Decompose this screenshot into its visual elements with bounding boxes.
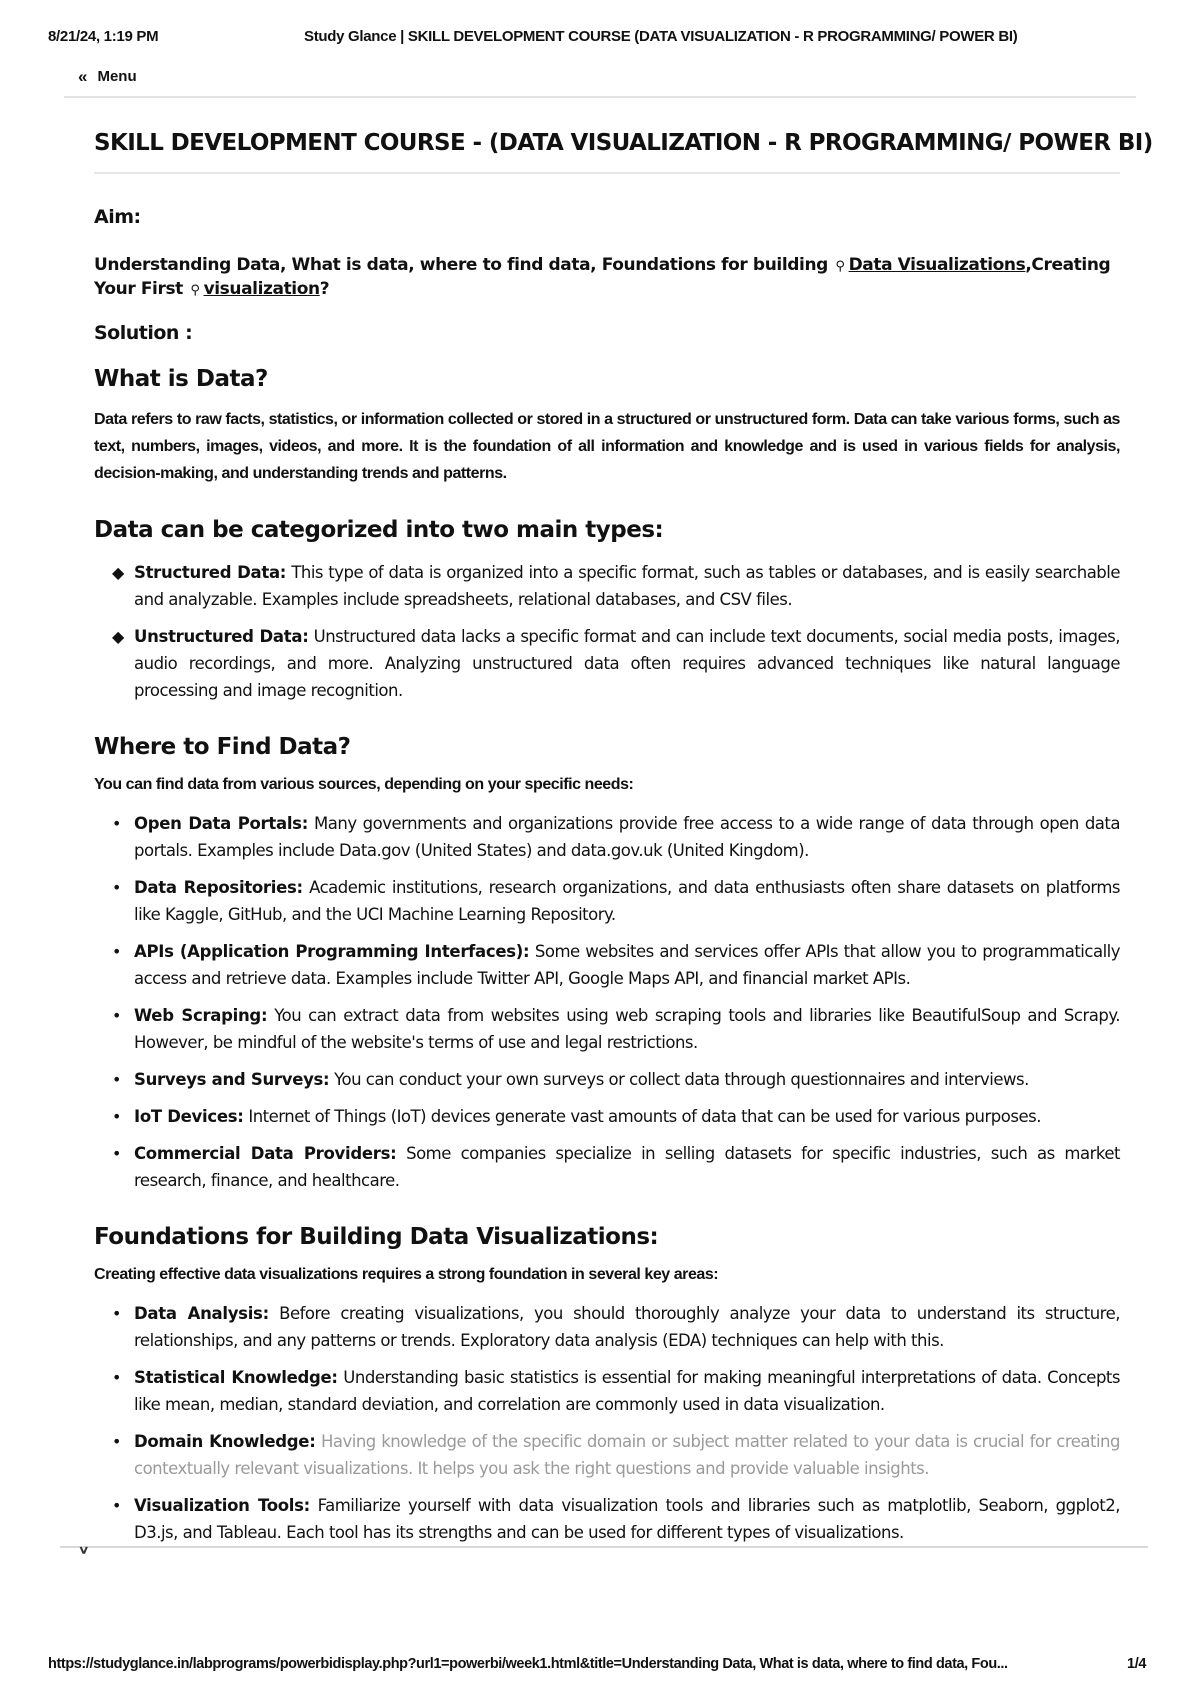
- list-item-term: Domain Knowledge:: [134, 1432, 316, 1451]
- list-item-text: Some companies specialize in selling datasets for specific industries, such as market research, finance, and healthcare.: [134, 1144, 1120, 1190]
- list-item-text: Academic institutions, research organizations, and data enthusiasts often share datasets on platforms like Kaggle, GitHub, and the UCI Machine Learning Repository.: [134, 878, 1120, 924]
- list-item-term: IoT Devices:: [134, 1107, 244, 1126]
- bullet-icon: •: [112, 1144, 121, 1163]
- list-item-text: You can extract data from websites using web scraping tools and libraries like BeautifulSoup and Scrapy. However, be mindful of the website's terms of use and legal restrictions.: [134, 1006, 1120, 1052]
- list-item: [94, 1300, 1120, 1354]
- list-item-text: Having knowledge of the specific domain or subject matter related to your data is crucial for creating contextually relevant visualizations. It helps you ask the right questions and provide valuable insights.: [134, 1432, 1120, 1478]
- list-item-term: Data Analysis:: [134, 1304, 269, 1323]
- page-title: SKILL DEVELOPMENT COURSE - (DATA VISUALIZATION - R PROGRAMMING/ POWER BI): [94, 130, 1120, 174]
- sources-list: [94, 810, 1120, 1194]
- foundations-heading: Foundations for Building Data Visualizations:: [94, 1224, 659, 1250]
- list-item-text: Many governments and organizations provide free access to a wide range of data through open data portals. Examples include Data.gov (United States) and data.gov.uk (United Kingdom).: [134, 814, 1120, 860]
- bullet-icon: •: [112, 1496, 121, 1515]
- list-item: [94, 623, 1120, 704]
- list-item-term: Commercial Data Providers:: [134, 1144, 397, 1163]
- bullet-icon: •: [112, 1304, 121, 1323]
- list-item: [94, 874, 1120, 928]
- categories-list: [94, 559, 1120, 704]
- list-item-term: Web Scraping:: [134, 1006, 268, 1025]
- bullet-icon: ◆: [112, 627, 124, 646]
- data-visualizations-link[interactable]: Data Visualizations: [848, 255, 1026, 275]
- where-to-find-intro: You can find data from various sources, depending on your specific needs:: [94, 776, 634, 793]
- aim-label: Aim:: [94, 206, 141, 228]
- list-item-term: Visualization Tools:: [134, 1496, 310, 1515]
- list-item-text: Before creating visualizations, you should thoroughly analyze your data to understand its structure, relationships, and any patterns or trends. Exploratory data analysis (EDA) techniques can help with this.: [134, 1304, 1120, 1350]
- list-item: [94, 1140, 1120, 1194]
- page-number: 1/4: [1127, 1656, 1146, 1672]
- list-item-term: Open Data Portals:: [134, 814, 308, 833]
- foundations-intro: Creating effective data visualizations requires a strong foundation in several key areas:: [94, 1266, 719, 1283]
- list-item: [94, 559, 1120, 613]
- foundations-list: [94, 1300, 1120, 1546]
- list-item-text: Some websites and services offer APIs that allow you to programmatically access and retrieve data. Examples include Twitter API, Google Maps API, and financial market APIs.: [134, 942, 1120, 988]
- aim-text-part: ,Creating Your First: [94, 255, 1111, 299]
- aim-text: [94, 254, 1120, 302]
- print-footer: [48, 1656, 1152, 1676]
- list-item-text: You can conduct your own surveys or collect data through questionnaires and interviews.: [329, 1070, 1029, 1089]
- visualization-link[interactable]: visualization: [203, 279, 320, 299]
- list-item-text: Internet of Things (IoT) devices generate vast amounts of data that can be used for various purposes.: [243, 1107, 1041, 1126]
- print-date: 8/21/24, 1:19 PM: [48, 28, 159, 45]
- solution-label: Solution :: [94, 322, 193, 344]
- list-item: [94, 810, 1120, 864]
- bullet-icon: •: [112, 814, 121, 833]
- bullet-icon: •: [112, 1070, 121, 1089]
- bullet-icon: •: [112, 1107, 121, 1126]
- list-item: [94, 1492, 1120, 1546]
- aim-text-part: ?: [319, 279, 330, 299]
- list-item-term: Surveys and Surveys:: [134, 1070, 330, 1089]
- list-item-text: Familiarize yourself with data visualization tools and libraries such as matplotlib, Seaborn, ggplot2, D3.js, and Tableau. Each tool has its strengths and can be used for different types of visualizations.: [134, 1496, 1120, 1542]
- bullet-icon: •: [112, 878, 121, 897]
- print-url: https://studyglance.in/labprograms/powerbidisplay.php?url1=powerbi/week1.html&title=Understanding Data, What is data, where to find data, Fou...: [48, 1656, 1008, 1672]
- chevron-left-icon: «: [78, 67, 88, 86]
- list-item: [94, 1364, 1120, 1418]
- top-nav-bar: [64, 64, 1136, 98]
- bullet-icon: ◆: [112, 563, 124, 582]
- what-is-data-heading: What is Data?: [94, 366, 268, 392]
- article-content: [94, 130, 1153, 1556]
- list-item-term: Structured Data:: [134, 563, 287, 582]
- list-item: [94, 1002, 1120, 1056]
- aim-text-part: Understanding Data, What is data, where to find data, Foundations for building: [94, 255, 828, 275]
- list-item: [94, 1066, 1120, 1093]
- menu-label: Menu: [97, 68, 137, 85]
- bullet-icon: •: [112, 942, 121, 961]
- bullet-icon: •: [112, 1368, 121, 1387]
- list-item: [94, 1103, 1120, 1130]
- chevron-down-icon[interactable]: ∨: [78, 1544, 90, 1557]
- bullet-icon: •: [112, 1432, 121, 1451]
- list-item-term: Statistical Knowledge:: [134, 1368, 338, 1387]
- menu-button[interactable]: [78, 68, 137, 85]
- list-item: [94, 1428, 1120, 1482]
- bullet-icon: •: [112, 1006, 121, 1025]
- list-item: [94, 938, 1120, 992]
- list-item-term: APIs (Application Programming Interfaces):: [134, 942, 530, 961]
- what-is-data-paragraph: Data refers to raw facts, statistics, or information collected or stored in a structured or unstructured form. Data can take various forms, such as text, numbers, images, videos, and more. It is the foundation of all information and knowledge and is used in various fields for analysis, decision-making, and understanding trends and patterns.: [94, 411, 1120, 482]
- print-doc-title: Study Glance | SKILL DEVELOPMENT COURSE (DATA VISUALIZATION - R PROGRAMMING/ POWER BI): [304, 28, 1018, 45]
- search-icon: ⚲: [836, 259, 846, 274]
- search-icon: ⚲: [191, 283, 201, 298]
- print-header: [48, 28, 1152, 48]
- list-item-term: Data Repositories:: [134, 878, 303, 897]
- list-item-text: Understanding basic statistics is essential for making meaningful interpretations of data. Concepts like mean, median, standard deviation, and correlation are commonly used in data visualization.: [134, 1368, 1120, 1414]
- categories-heading: Data can be categorized into two main types:: [94, 517, 664, 543]
- where-to-find-heading: Where to Find Data?: [94, 734, 351, 760]
- list-item-text: Unstructured data lacks a specific format and can include text documents, social media posts, images, audio recordings, and more. Analyzing unstructured data often requires advanced techniques like natural language processing and image recognition.: [134, 627, 1120, 700]
- list-item-text: This type of data is organized into a specific format, such as tables or databases, and is easily searchable and analyzable. Examples include spreadsheets, relational databases, and CSV files.: [134, 563, 1121, 609]
- list-item-term: Unstructured Data:: [134, 627, 309, 646]
